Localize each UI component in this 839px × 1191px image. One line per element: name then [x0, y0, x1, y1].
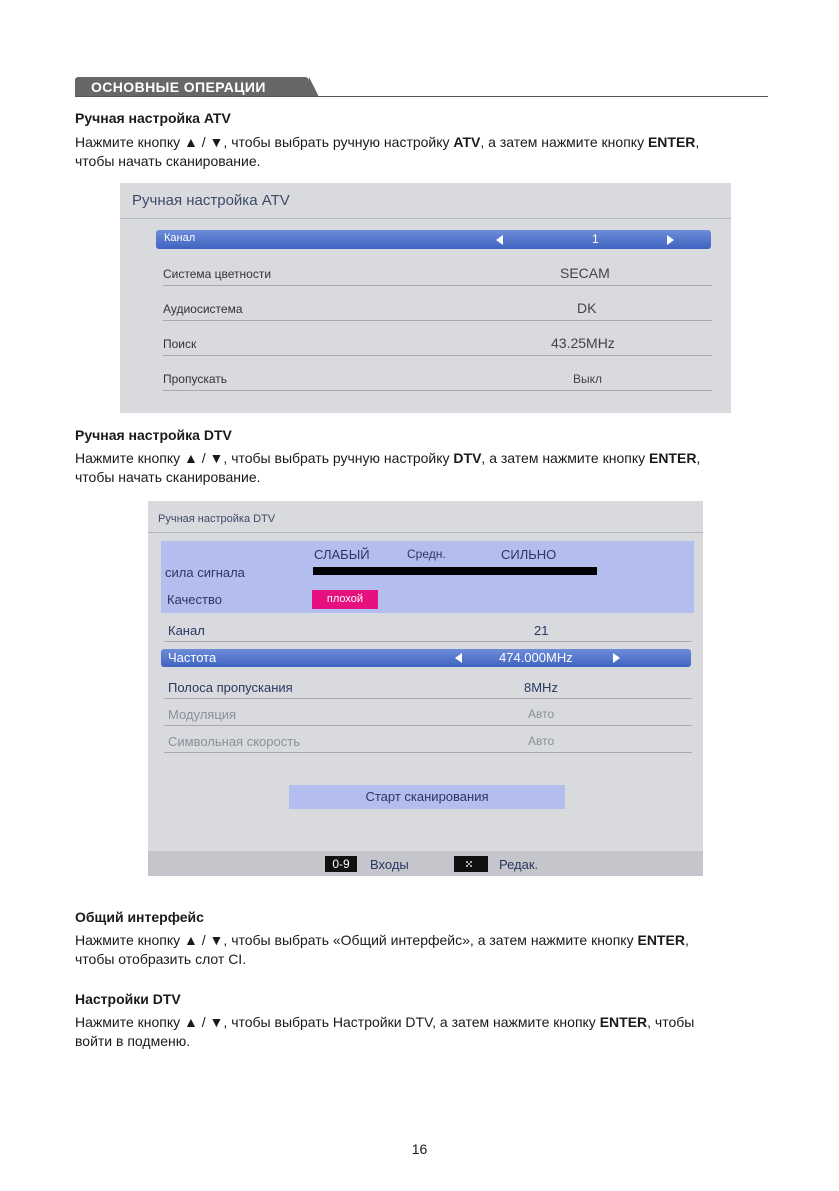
atv-row-label: Канал — [164, 232, 196, 244]
dtv-bold-2: ENTER — [648, 450, 697, 466]
row-divider — [164, 698, 692, 699]
edit-key — [454, 856, 488, 872]
start-scan-button[interactable]: Старт сканирования — [289, 785, 565, 809]
quality-badge: плохой — [312, 590, 378, 609]
inputs-label: Входы — [370, 857, 409, 872]
ci-text-1: Нажмите кнопку ▲ / ▼, чтобы выбрать «Общий интерфейс», а затем нажмите кнопку — [75, 932, 638, 948]
ci-heading: Общий интерфейс — [75, 909, 204, 925]
dtv-row-bandwidth[interactable] — [164, 678, 692, 698]
atv-heading: Ручная настройка ATV — [75, 110, 231, 126]
signal-strength-bar — [313, 567, 597, 575]
dtv-row-label: Символьная скорость — [168, 734, 300, 749]
signal-strong-label: СИЛЬНО — [501, 547, 557, 562]
dtv-text-1: Нажмите кнопку ▲ / ▼, чтобы выбрать ручную настройку — [75, 450, 454, 466]
atv-row-label: Аудиосистема — [163, 302, 243, 316]
dtv-row-value: Авто — [528, 734, 555, 748]
dtv-row-label: Модуляция — [168, 707, 237, 722]
atv-text-1: Нажмите кнопку ▲ / ▼, чтобы выбрать ручную настройку — [75, 134, 454, 150]
atv-text-3: , — [695, 134, 700, 150]
atv-row-skip[interactable] — [163, 370, 712, 390]
dtv-row-channel[interactable] — [164, 621, 692, 641]
atv-bold-1: ATV — [453, 134, 481, 150]
dtv-row-value: 21 — [534, 623, 549, 638]
quality-label: Качество — [167, 592, 222, 607]
row-divider — [163, 320, 712, 321]
signal-strength-label: сила сигнала — [165, 565, 245, 580]
dtv-row-label: Полоса пропускания — [168, 680, 293, 695]
atv-row-audio-system[interactable] — [163, 300, 712, 320]
atv-row-value: 43.25MHz — [551, 335, 615, 351]
ci-text-2: , — [684, 932, 689, 948]
signal-weak-label: СЛАБЫЙ — [314, 547, 370, 562]
atv-paragraph — [75, 133, 775, 171]
dtv-settings-text-1: Нажмите кнопку ▲ / ▼, чтобы выбрать Настройки DTV, а затем нажмите кнопку — [75, 1014, 600, 1030]
atv-row-value: Выкл — [573, 372, 603, 386]
dtv-footer — [148, 851, 703, 876]
arrow-left-icon[interactable] — [496, 235, 503, 245]
atv-screen-title: Ручная настройка ATV — [132, 192, 290, 209]
dtv-text-2: , а затем нажмите кнопку — [481, 450, 649, 466]
dtv-paragraph — [75, 449, 775, 487]
atv-row-label: Система цветности — [163, 267, 272, 281]
arrow-right-icon[interactable] — [613, 653, 620, 663]
page-number: 16 — [411, 1141, 428, 1157]
dtv-title-divider — [148, 532, 703, 533]
ci-paragraph — [75, 931, 775, 969]
section-title: ОСНОВНЫЕ ОПЕРАЦИИ — [75, 77, 309, 97]
dtv-row-frequency[interactable] — [161, 649, 691, 667]
dtv-screen — [148, 501, 703, 876]
signal-panel — [161, 541, 694, 613]
section-divider — [75, 96, 768, 97]
dtv-bold-1: DTV — [453, 450, 482, 466]
atv-title-divider — [120, 218, 731, 219]
dtv-row-label: Частота — [168, 650, 217, 665]
dtv-settings-heading: Настройки DTV — [75, 991, 181, 1007]
dtv-row-value: 474.000MHz — [499, 650, 573, 665]
dtv-text-3: , — [696, 450, 701, 466]
dtv-row-value: 8MHz — [524, 680, 558, 695]
ci-text-line-2: чтобы отобразить слот CI. — [75, 951, 247, 967]
arrow-right-icon[interactable] — [667, 235, 674, 245]
dtv-row-symbol-rate — [164, 732, 692, 752]
section-header — [75, 77, 768, 97]
dtv-text-line-2: чтобы начать сканирование. — [75, 469, 261, 485]
dtv-heading: Ручная настройка DTV — [75, 427, 232, 443]
row-divider — [164, 752, 692, 753]
dtv-settings-text-line-2: войти в подменю. — [75, 1033, 191, 1049]
atv-text-line-2: чтобы начать сканирование. — [75, 153, 261, 169]
atv-row-label: Поиск — [163, 337, 197, 351]
dtv-settings-text-2: , чтобы — [647, 1014, 695, 1030]
atv-row-channel[interactable] — [156, 230, 711, 249]
dtv-row-value: Авто — [528, 707, 555, 721]
row-divider — [163, 390, 712, 391]
atv-screen — [120, 183, 731, 413]
color-dots-icon — [466, 861, 472, 867]
row-divider — [164, 725, 692, 726]
dtv-settings-paragraph — [75, 1013, 775, 1051]
row-divider — [163, 285, 712, 286]
dtv-settings-bold-1: ENTER — [599, 1014, 648, 1030]
atv-row-search[interactable] — [163, 335, 712, 355]
key-0-9: 0-9 — [325, 856, 357, 872]
dtv-row-modulation — [164, 705, 692, 725]
arrow-left-icon[interactable] — [455, 653, 462, 663]
atv-text-2: , а затем нажмите кнопку — [480, 134, 648, 150]
edit-label: Редак. — [499, 857, 539, 872]
ci-bold-1: ENTER — [637, 932, 685, 948]
row-divider — [163, 355, 712, 356]
atv-row-label: Пропускать — [163, 372, 228, 386]
atv-row-value: DK — [577, 300, 597, 316]
row-divider — [164, 641, 692, 642]
signal-medium-label: Средн. — [407, 547, 446, 561]
dtv-row-label: Канал — [168, 623, 205, 638]
atv-bold-2: ENTER — [647, 134, 696, 150]
dtv-screen-title: Ручная настройка DTV — [158, 513, 276, 525]
atv-row-color-system[interactable] — [163, 265, 712, 285]
atv-row-value: SECAM — [560, 265, 610, 281]
atv-row-value: 1 — [592, 232, 599, 246]
